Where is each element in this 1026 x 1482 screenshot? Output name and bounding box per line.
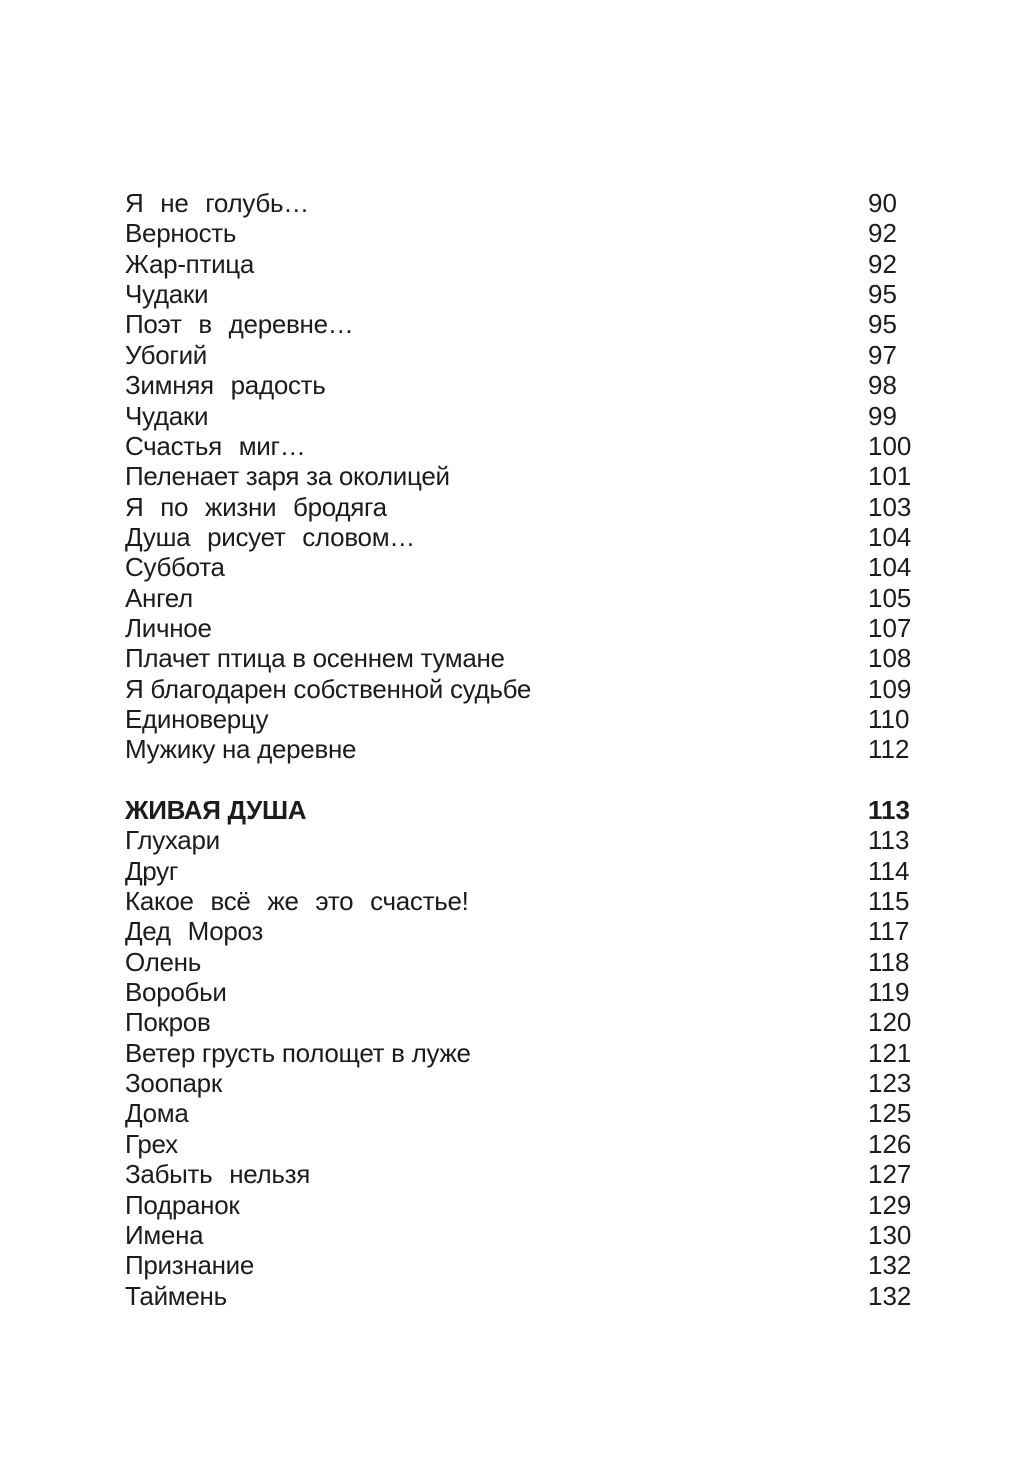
toc-entry-page-number: 115 xyxy=(868,885,910,916)
toc-entry-title: Глухари xyxy=(125,825,220,856)
toc-entry-page-number: 127 xyxy=(868,1159,912,1190)
toc-entry xyxy=(125,1159,1026,1189)
toc-entry xyxy=(125,1190,1026,1220)
toc-entry-page-number: 92 xyxy=(868,248,897,279)
toc-entry-page-number: 130 xyxy=(868,1219,912,1250)
toc-entry xyxy=(125,492,1026,522)
toc-entry xyxy=(125,431,1026,461)
toc-entry-title: Таймень xyxy=(125,1280,227,1311)
toc-entry-page-number: 129 xyxy=(868,1189,912,1220)
toc-entry xyxy=(125,734,1026,764)
toc-entry xyxy=(125,1281,1026,1311)
toc-section-heading xyxy=(125,795,1026,825)
toc-entry-page-number: 121 xyxy=(868,1037,912,1068)
toc-entry xyxy=(125,704,1026,734)
toc-entry xyxy=(125,886,1026,916)
toc-section xyxy=(125,795,1026,1311)
toc-entry xyxy=(125,643,1026,673)
toc-entry-page-number: 118 xyxy=(868,946,910,977)
toc-entry xyxy=(125,613,1026,643)
toc-entry-title: Зимняя радость xyxy=(125,370,326,401)
toc-entry xyxy=(125,947,1026,977)
toc-entry-title: Чудаки xyxy=(125,400,209,431)
toc-entry-title: Убогий xyxy=(125,339,208,370)
toc-entry-page-number: 113 xyxy=(868,825,910,856)
toc-entry-page-number: 100 xyxy=(868,430,912,461)
toc-entry-page-number: 108 xyxy=(868,643,912,674)
toc-entry-title: Единоверцу xyxy=(125,704,269,735)
toc-entry xyxy=(125,279,1026,309)
toc-entry-title: Дома xyxy=(125,1098,189,1129)
toc-entry-page-number: 107 xyxy=(868,613,912,644)
toc-entry-title: Олень xyxy=(125,946,201,977)
toc-entry-title: Грех xyxy=(125,1128,178,1159)
toc-entry-title: Забыть нельзя xyxy=(125,1159,311,1190)
toc-entry-page-number: 123 xyxy=(868,1068,912,1099)
toc-entry-title: Какое всё же это счастье! xyxy=(125,885,469,916)
toc-entry-page-number: 132 xyxy=(868,1280,912,1311)
toc-entry-title: Воробьи xyxy=(125,976,227,1007)
toc-entry xyxy=(125,1220,1026,1250)
toc-entry xyxy=(125,583,1026,613)
toc-entry-title: Имена xyxy=(125,1219,204,1250)
toc-entry-page-number: 126 xyxy=(868,1128,912,1159)
toc-entry-page-number: 99 xyxy=(868,400,897,431)
toc-entry xyxy=(125,188,1026,218)
toc-entry-page-number: 104 xyxy=(868,521,912,552)
toc-entry-page-number: 105 xyxy=(868,582,912,613)
toc-entry-page-number: 98 xyxy=(868,370,897,401)
toc-entry xyxy=(125,977,1026,1007)
toc-entry-page-number: 132 xyxy=(868,1250,912,1281)
toc-entry xyxy=(125,522,1026,552)
toc-entry xyxy=(125,1250,1026,1280)
toc-entry-title: Я по жизни бродяга xyxy=(125,491,387,522)
toc-entry-page-number: 92 xyxy=(868,218,897,249)
toc-entry-page-number: 95 xyxy=(868,309,897,340)
toc-entry-title: Счастья миг… xyxy=(125,430,306,461)
toc-entry-page-number: 110 xyxy=(868,704,910,735)
toc-entry xyxy=(125,461,1026,491)
toc-entry-title: Зоопарк xyxy=(125,1068,222,1099)
toc-entry xyxy=(125,309,1026,339)
toc-entry-title: Жар-птица xyxy=(125,248,255,279)
toc-entry xyxy=(125,340,1026,370)
toc-entry-title: Я не голубь… xyxy=(125,188,309,218)
toc-entry xyxy=(125,1007,1026,1037)
toc-entry xyxy=(125,1038,1026,1068)
toc xyxy=(125,188,1026,1311)
toc-entry-title: Подранок xyxy=(125,1189,240,1220)
toc-entry-title: Душа рисует словом… xyxy=(125,521,415,552)
toc-entry xyxy=(125,825,1026,855)
toc-entry-page-number: 97 xyxy=(868,339,897,370)
toc-entry-title: Мужику на деревне xyxy=(125,734,357,765)
toc-entry xyxy=(125,1098,1026,1128)
toc-entry-title: Личное xyxy=(125,613,212,644)
toc-entry-title: Суббота xyxy=(125,552,225,583)
toc-entry-title: Друг xyxy=(125,855,179,886)
toc-entry xyxy=(125,552,1026,582)
toc-entry xyxy=(125,856,1026,886)
toc-section-heading-title: ЖИВАЯ ДУША xyxy=(125,794,307,825)
toc-entry-title: Ангел xyxy=(125,582,193,613)
toc-entry-title: Ветер грусть полощет в луже xyxy=(125,1037,471,1068)
toc-entry-page-number: 112 xyxy=(868,734,910,765)
toc-entry-page-number: 103 xyxy=(868,491,912,522)
toc-entry xyxy=(125,370,1026,400)
toc-entry-title: Дед Мороз xyxy=(125,916,264,947)
toc-entry xyxy=(125,916,1026,946)
toc-entry-page-number: 95 xyxy=(868,279,897,310)
toc-entry xyxy=(125,1129,1026,1159)
toc-entry-title: Верность xyxy=(125,218,237,249)
toc-entry-page-number: 101 xyxy=(868,461,912,492)
toc-entry xyxy=(125,218,1026,248)
toc-entry-page-number: 120 xyxy=(868,1007,912,1038)
toc-entry-page-number: 109 xyxy=(868,673,912,704)
toc-entry-page-number: 125 xyxy=(868,1098,912,1129)
toc-entry xyxy=(125,401,1026,431)
toc-entry-page-number: 119 xyxy=(868,976,910,1007)
toc-entry-page-number: 114 xyxy=(868,855,910,886)
toc-entry-page-number: 90 xyxy=(868,188,897,218)
toc-section-heading-page-number: 113 xyxy=(868,794,910,825)
toc-entry-title: Пеленает заря за околицей xyxy=(125,461,450,492)
toc-entry-page-number: 104 xyxy=(868,552,912,583)
toc-entry-title: Я благодарен собственной судьбе xyxy=(125,673,532,704)
toc-entry-page-number: 117 xyxy=(868,916,910,947)
toc-entry-title: Поэт в деревне… xyxy=(125,309,354,340)
toc-entry xyxy=(125,674,1026,704)
toc-entry-title: Признание xyxy=(125,1250,255,1281)
toc-entry xyxy=(125,249,1026,279)
toc-section xyxy=(125,188,1026,765)
toc-entry xyxy=(125,1068,1026,1098)
toc-entry-title: Покров xyxy=(125,1007,211,1038)
toc-entry-title: Чудаки xyxy=(125,279,209,310)
toc-entry-title: Плачет птица в осеннем тумане xyxy=(125,643,505,674)
